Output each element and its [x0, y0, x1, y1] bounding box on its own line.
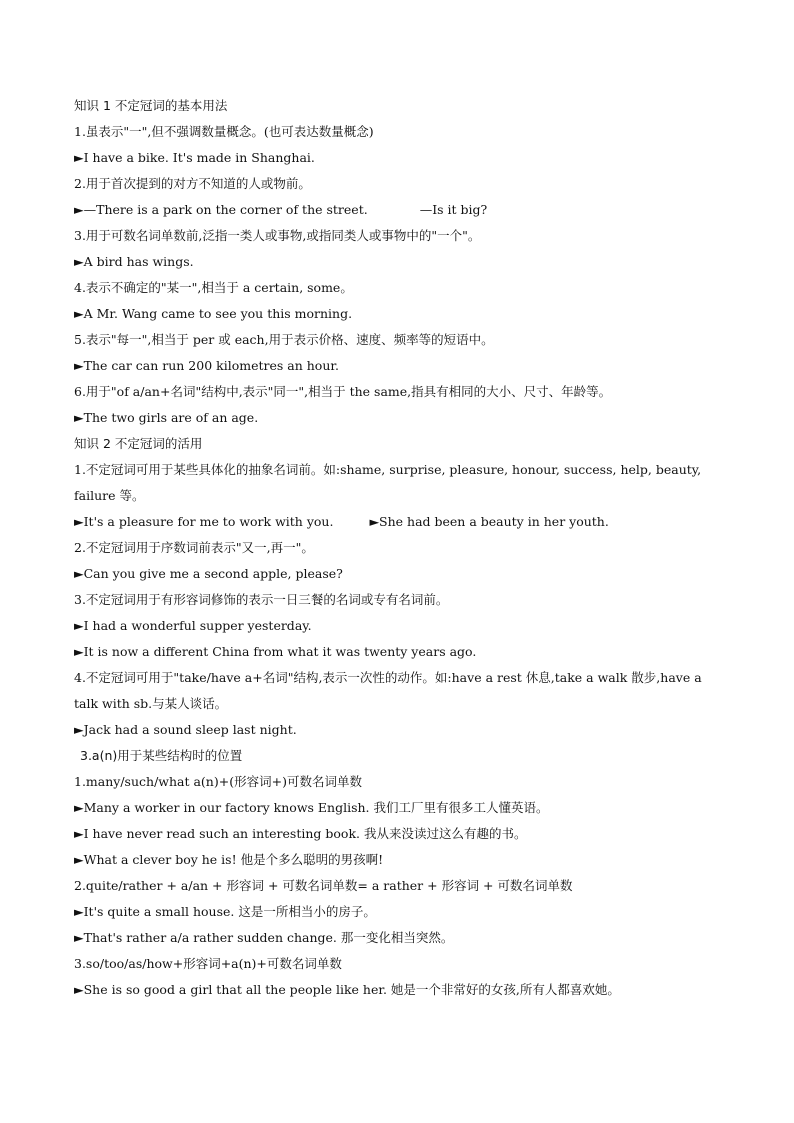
rule-text: 1.many/such/what a(n)+(形容词+)可数名词单数 — [74, 774, 362, 789]
example-sentence: ►It is now a different China from what it was twenty years ago. — [74, 644, 477, 659]
example-sentence: ►A bird has wings. — [74, 254, 194, 269]
example-sentence: ►I have a bike. It's made in Shanghai. — [74, 150, 315, 165]
document-page — [74, 93, 724, 1003]
section-heading-position: 3.a(n)用于某些结构时的位置 — [80, 748, 243, 763]
example-sentence: ►She is so good a girl that all the people like her. 她是一个非常好的女孩,所有人都喜欢她。 — [74, 982, 620, 997]
example-sentence: ►Jack had a sound sleep last night. — [74, 722, 297, 737]
rule-text: 2.用于首次提到的对方不知道的人或物前。 — [74, 176, 311, 191]
section-heading-knowledge-2: 知识 2 不定冠词的活用 — [74, 436, 203, 451]
rule-text: 4.表示不确定的"某一",相当于 a certain, some。 — [74, 280, 353, 295]
example-part: ►—There is a park on the corner of the street. — [74, 202, 368, 217]
example-sentence: ►That's rather a/a rather sudden change. 那一变化相当突然。 — [74, 930, 454, 945]
example-part: —Is it big? — [419, 202, 488, 217]
rule-text: 6.用于"of a/an+名词"结构中,表示"同一",相当于 the same,指具有相同的大小、尺寸、年龄等。 — [74, 384, 612, 399]
rule-text: 2.quite/rather + a/an + 形容词 + 可数名词单数= a rather + 形容词 + 可数名词单数 — [74, 878, 573, 893]
example-sentence: ►What a clever boy he is! 他是个多么聪明的男孩啊! — [74, 852, 384, 867]
example-sentence: ►Many a worker in our factory knows English. 我们工厂里有很多工人懂英语。 — [74, 800, 549, 815]
example-sentence: ►A Mr. Wang came to see you this morning. — [74, 306, 353, 321]
section-heading-knowledge-1: 知识 1 不定冠词的基本用法 — [74, 98, 228, 113]
rule-text: 5.表示"每一",相当于 per 或 each,用于表示价格、速度、频率等的短语中。 — [74, 332, 494, 347]
rule-text: 3.不定冠词用于有形容词修饰的表示一日三餐的名词或专有名词前。 — [74, 592, 449, 607]
example-sentence — [74, 197, 724, 223]
example-sentence: ►It's quite a small house. 这是一所相当小的房子。 — [74, 904, 376, 919]
example-sentence: ►The car can run 200 kilometres an hour. — [74, 358, 339, 373]
rule-text: 3.so/too/as/how+形容词+a(n)+可数名词单数 — [74, 956, 342, 971]
example-sentence: ►The two girls are of an age. — [74, 410, 259, 425]
example-sentence: ►I have never read such an interesting book. 我从来没读过这么有趣的书。 — [74, 826, 527, 841]
rule-text: 2.不定冠词用于序数词前表示"又一,再一"。 — [74, 540, 314, 555]
example-part: ►She had been a beauty in her youth. — [369, 514, 609, 529]
example-sentence: ►Can you give me a second apple, please? — [74, 566, 343, 581]
example-sentence — [74, 509, 724, 535]
rule-text: 1.虽表示"一",但不强调数量概念。(也可表达数量概念) — [74, 124, 374, 139]
rule-text: 4.不定冠词可用于"take/have a+名词"结构,表示一次性的动作。如:have a rest 休息,take a walk 散步,have a talk with sb.与某人谈话。 — [74, 670, 702, 711]
rule-text: 3.用于可数名词单数前,泛指一类人或事物,或指同类人或事物中的"一个"。 — [74, 228, 481, 243]
example-part: ►It's a pleasure for me to work with you. — [74, 514, 334, 529]
rule-text: 1.不定冠词可用于某些具体化的抽象名词前。如:shame, surprise, pleasure, honour, success, help, beauty, failure 等。 — [74, 462, 702, 503]
example-sentence: ►I had a wonderful supper yesterday. — [74, 618, 312, 633]
